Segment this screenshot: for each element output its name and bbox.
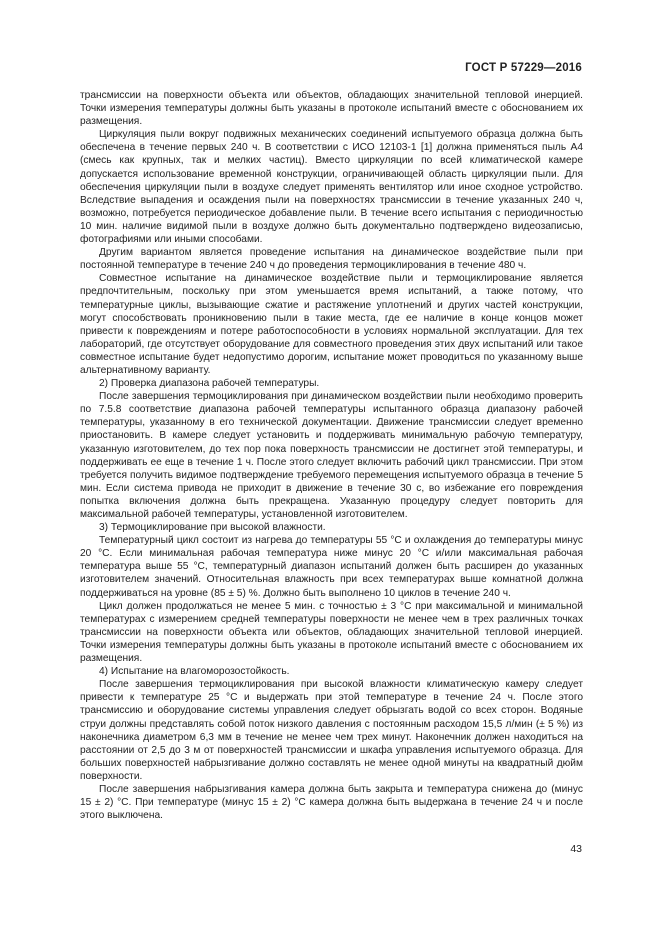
paragraph: трансмиссии на поверхности объекта или объектов, обладающих значительной тепловой инерцией. Точки измерения температуры должны быть указаны в протоколе испытаний вместе с обоснованием их размещения. [80, 90, 583, 128]
page-number: 43 [570, 843, 582, 855]
paragraph: Цикл должен продолжаться не менее 5 мин. с точностью ± 3 °С при максимальной и минимальной температурах с измерением средней температуры поверхности не менее чем в трех различных точках трансмиссии на поверхности объекта или объектов, обладающих значительной тепловой инерцией. Точки измерения температуры должны быть указаны в протоколе испытаний вместе с обоснованием их размещения. [80, 600, 583, 665]
paragraph: После завершения термоциклирования при динамическом воздействии пыли необходимо проверить по 7.5.8 соответствие диапазона рабочей температуры испытанного образца диапазону рабочей температуры, указанному в его технической документации. Движение трансмиссии следует временно приостановить. В камере следует установить и поддерживать минимальную рабочую температуру, указанную изготовителем, до тех пор пока поверхность трансмиссии не достигнет этой температуры, и поддерживать ее еще в течение 1 ч. После этого следует включить рабочий цикл трансмиссии. При этом требуется получить видимое подтверждение требуемого перемещения испытуемого образца в течение 5 мин. Если система привода не приходит в движение в течение 30 с, во избежание его повреждения попытка включения должна быть прекращена. Указанную процедуру следует повторить для максимальной рабочей температуры, установленной изготовителем. [80, 391, 583, 520]
standard-code-header: ГОСТ Р 57229—2016 [465, 62, 582, 74]
paragraph: Циркуляция пыли вокруг подвижных механических соединений испытуемого образца должна быть обеспечена в течение первых 240 ч. В соответствии с ИСО 12103-1 [1] должна применяться пыль А4 (смесь как крупных, так и мелких частиц). Вместо циркуляции по всей климатической камере допускается использование временной конструкции, ограничивающей область циркуляции пыли. Для обеспечения циркуляции пыли в воздухе следует применять вентилятор или иное сходное устройство. Вследствие выпадения и осаждения пыли на поверхностях трансмиссии в течение указанных 240 ч, возможно, потребуется периодическое добавление пыли. В течение всего испытания с периодичностью 10 мин. наличие видимой пыли в воздухе должно быть документально подтверждено видеозаписью, фотографиями или иными способами. [80, 129, 583, 246]
paragraph: 2) Проверка диапазона рабочей температуры. [99, 378, 320, 390]
paragraph: 3) Термоциклирование при высокой влажности. [99, 522, 326, 534]
paragraph: Совместное испытание на динамическое воздействие пыли и термоциклирование является предпочтительным, поскольку при этом уменьшается время испытаний, а также потому, что температурные циклы, вызывающие сжатие и растяжение уплотнений и других частей конструкции, могут способствовать проникновению пыли в такие места, где ее наличие в конце концов может привести к повреждениям и потере работоспособности в условиях нормальной эксплуатации. Для тех лабораторий, где отсутствует оборудование для совместного проведения этих двух испытаний или такое совместное испытание будет недопустимо дорогим, испытание может проводиться по указанному выше альтернативному варианту. [80, 273, 583, 376]
paragraph: Другим вариантом является проведение испытания на динамическое воздействие пыли при постоянной температуре в течение 240 ч до проведения термоциклирования в течение 480 ч. [80, 247, 583, 272]
paragraph: 4) Испытание на влагоморозостойкость. [99, 666, 290, 678]
paragraph: Температурный цикл состоит из нагрева до температуры 55 °С и охлаждения до температуры минус 20 °С. Если минимальная рабочая температура ниже минус 20 °С и/или максимальная рабочая температура выше 55 °С, температурный диапазон испытаний должен быть расширен до указанных изготовителем значений. Относительная влажность при всех температурах выше комнатной должна поддерживаться на уровне (85 ± 5) %. Должно быть выполнено 10 циклов в течение 240 ч. [80, 535, 583, 599]
document-body [80, 89, 583, 822]
paragraph: После завершения набрызгивания камера должна быть закрыта и температура снижена до (минус 15 ± 2) °С. При температуре (минус 15 ± 2) °С камера должна быть выдержана в течение 24 ч и после этого выключена. [80, 783, 583, 822]
paragraph: После завершения термоциклирования при высокой влажности климатическую камеру следует привести к температуре 25 °С и выдержать при этой температуре в течение 24 ч. После этого трансмиссию и оборудование системы управления следует обрызгать водой со всех сторон. Водяные струи должны представлять собой поток низкого давления с постоянным расходом 15,5 л/мин (± 5 %) из наконечника диаметром 6,3 мм в течение не менее чем трех минут. Наконечник должен находиться на расстоянии от 2,5 до 3 м от поверхностей трансмиссии и шкафа управления испытуемого образца. Для больших поверхностей набрызгивание должно составлять не менее одной минуты на квадратный дюйм поверхности. [80, 679, 583, 782]
